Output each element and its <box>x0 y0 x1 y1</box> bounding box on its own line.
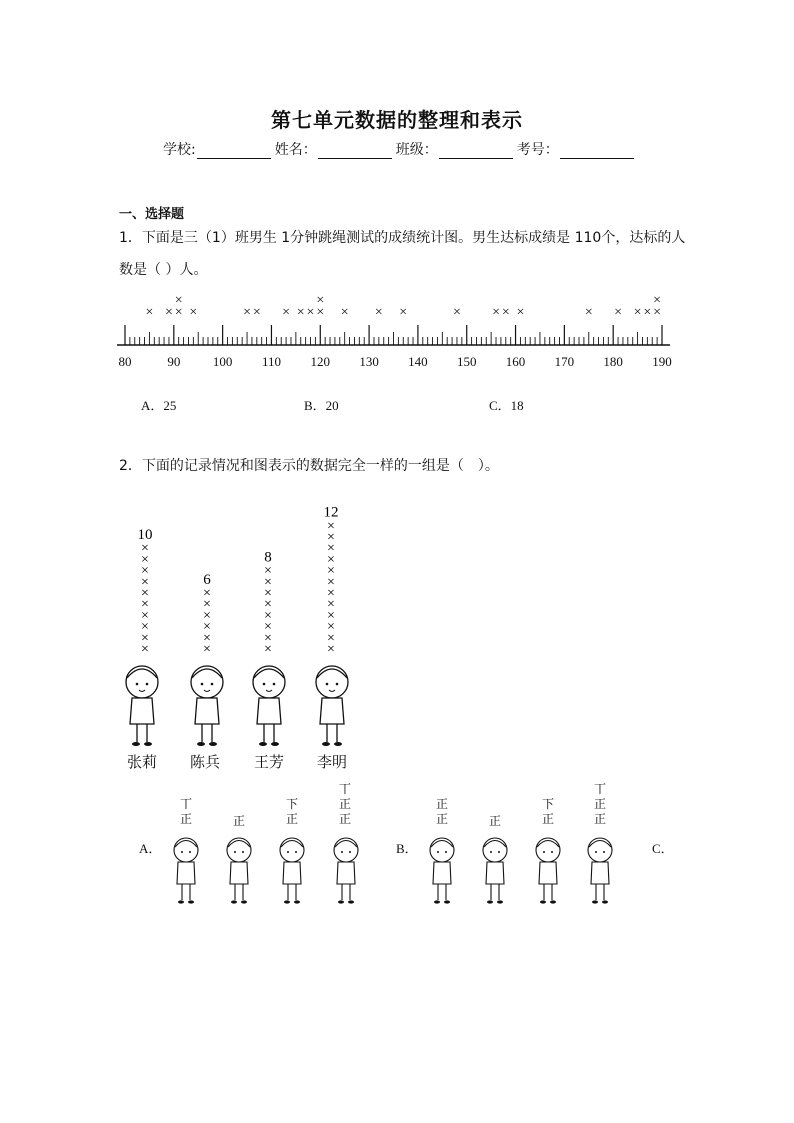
tick-label: 110 <box>261 354 281 369</box>
tick-label: 130 <box>359 354 379 369</box>
count-label: 8 <box>264 549 272 566</box>
data-point-marker: × <box>282 305 291 320</box>
option-a-tally-chenbing: 正 <box>232 814 245 828</box>
data-point-marker: × <box>306 305 315 320</box>
tally-cross-mark: × <box>327 530 335 545</box>
q2-option-c[interactable]: C． <box>652 841 674 856</box>
data-point-marker: × <box>374 305 383 320</box>
tally-cross-mark: × <box>327 608 335 624</box>
tick-label: 100 <box>212 354 233 369</box>
option-b-tally-chenbing: 正 <box>488 814 501 828</box>
option-a-tally-zhangli: 丅 正 <box>179 797 192 826</box>
tally-cross-mark: × <box>141 642 149 657</box>
count-label: 10 <box>137 527 153 543</box>
data-point-marker: × <box>252 305 261 320</box>
number-field[interactable] <box>560 144 634 159</box>
tally-cross-mark: × <box>203 630 211 646</box>
data-point-marker: × <box>316 293 325 308</box>
tally-cross-mark: × <box>264 563 272 579</box>
number-label: 考号： <box>516 142 559 158</box>
data-point-marker: × <box>174 293 183 308</box>
name-label: 姓名： <box>274 142 317 158</box>
tally-cross-mark: × <box>264 586 272 601</box>
data-point-marker: × <box>164 305 173 320</box>
q1-option-a[interactable]: A．25 <box>141 398 177 413</box>
school-label: 学校: <box>163 142 196 158</box>
q2-option-a[interactable]: A． <box>139 841 162 856</box>
kid-name-wangfang: 王芳 <box>254 753 285 771</box>
tally-cross-mark: × <box>203 619 211 635</box>
tally-cross-mark: × <box>203 597 211 613</box>
section-heading: 一、选择题 <box>119 207 185 222</box>
tally-cross-mark: × <box>141 541 149 557</box>
data-point-marker: × <box>584 305 593 320</box>
tick-label: 150 <box>456 354 477 369</box>
tally-cross-mark: × <box>327 563 335 579</box>
jump-rope-line-plot <box>110 290 680 375</box>
data-point-marker: × <box>501 305 510 320</box>
q1-option-c[interactable]: C．18 <box>489 398 524 413</box>
tally-cross-mark: × <box>327 619 335 635</box>
tick-label: 140 <box>408 354 428 369</box>
q2-option-b[interactable]: B． <box>396 841 418 856</box>
tally-cross-mark: × <box>141 608 149 624</box>
data-point-marker: × <box>316 305 325 320</box>
tally-cross-mark: × <box>264 630 272 646</box>
tick-label: 160 <box>505 354 526 369</box>
tally-cross-mark: × <box>203 608 211 624</box>
class-field[interactable] <box>439 144 513 159</box>
data-point-marker: × <box>174 305 183 320</box>
data-point-marker: × <box>653 305 662 320</box>
tally-cross-mark: × <box>327 552 335 568</box>
option-b-tally-wangfang: 下 正 <box>541 797 554 826</box>
student-info-line <box>163 139 638 159</box>
option-a-tally-wangfang: 下 正 <box>285 797 298 826</box>
kid-wangfang-figure <box>253 666 285 746</box>
data-point-marker: × <box>633 305 642 320</box>
data-point-marker: × <box>399 305 408 320</box>
tally-cross-mark: × <box>141 574 149 590</box>
q1-option-b[interactable]: B．20 <box>304 398 339 413</box>
data-point-marker: × <box>516 305 525 320</box>
data-point-marker: × <box>189 305 198 320</box>
q2-kids-illustration <box>110 660 370 755</box>
data-point-marker: × <box>643 305 652 320</box>
count-label: 6 <box>203 571 211 588</box>
page-title: 第七单元数据的整理和表示 <box>271 108 523 132</box>
data-point-marker: × <box>492 305 500 320</box>
tally-cross-mark: × <box>264 574 272 590</box>
data-point-marker: × <box>145 305 154 320</box>
tally-cross-mark: × <box>141 563 149 579</box>
tally-cross-mark: × <box>264 642 272 657</box>
question-2: 2．下面的记录情况和图表示的数据完全一样的一组是（ ）。 <box>119 458 499 474</box>
tally-cross-mark: × <box>264 597 272 613</box>
tally-cross-mark: × <box>203 642 211 657</box>
data-point-marker: × <box>653 293 662 308</box>
class-label: 班级： <box>395 142 438 158</box>
kid-name-liming: 李明 <box>317 753 348 771</box>
tally-cross-mark: × <box>141 619 149 635</box>
q2-option-kids-illustration <box>160 830 620 910</box>
tick-label: 170 <box>554 354 575 369</box>
kid-name-zhangli: 张莉 <box>127 753 158 771</box>
tally-cross-mark: × <box>327 597 335 613</box>
option-a-tally-liming: 丅 正 正 <box>338 782 351 826</box>
tick-label: 190 <box>652 354 672 369</box>
question-1-line2: 数是（ ）人。 <box>119 262 208 278</box>
option-b-tally-zhangli: 正 正 <box>435 797 448 826</box>
data-point-marker: × <box>243 305 251 320</box>
tally-cross-mark: × <box>327 574 335 590</box>
tally-cross-mark: × <box>327 586 335 601</box>
question-1-line1: 1．下面是三（1）班男生 1分钟跳绳测试的成绩统计图。男生达标成绩是 110个，达标的人 <box>119 230 686 246</box>
tick-label: 80 <box>118 354 132 369</box>
tally-cross-mark: × <box>327 630 335 646</box>
option-b-tally-liming: 丅 正 正 <box>593 782 606 826</box>
tally-cross-mark: × <box>327 642 335 657</box>
kid-name-chenbing: 陈兵 <box>190 753 221 771</box>
tally-cross-mark: × <box>141 586 149 601</box>
tally-cross-mark: × <box>203 586 211 601</box>
data-point-marker: × <box>296 305 305 320</box>
tally-cross-mark: × <box>264 608 272 624</box>
tally-cross-mark: × <box>264 619 272 635</box>
tick-label: 90 <box>167 354 181 369</box>
tally-cross-mark: × <box>327 518 335 534</box>
data-point-marker: × <box>453 305 461 320</box>
tick-label: 120 <box>310 354 331 369</box>
data-point-marker: × <box>340 305 349 320</box>
count-label: 12 <box>323 504 339 521</box>
kid-chenbing-figure <box>191 666 223 746</box>
tally-cross-mark: × <box>141 552 149 568</box>
tally-cross-mark: × <box>327 541 335 557</box>
tick-label: 180 <box>603 354 623 369</box>
tally-cross-mark: × <box>141 630 149 646</box>
kid-liming-figure <box>316 666 348 746</box>
tally-cross-mark: × <box>141 597 149 613</box>
kid-zhangli-figure <box>126 666 158 746</box>
data-point-marker: × <box>614 305 623 320</box>
school-field[interactable] <box>197 144 271 159</box>
question-1 <box>119 222 689 286</box>
name-field[interactable] <box>318 144 392 159</box>
